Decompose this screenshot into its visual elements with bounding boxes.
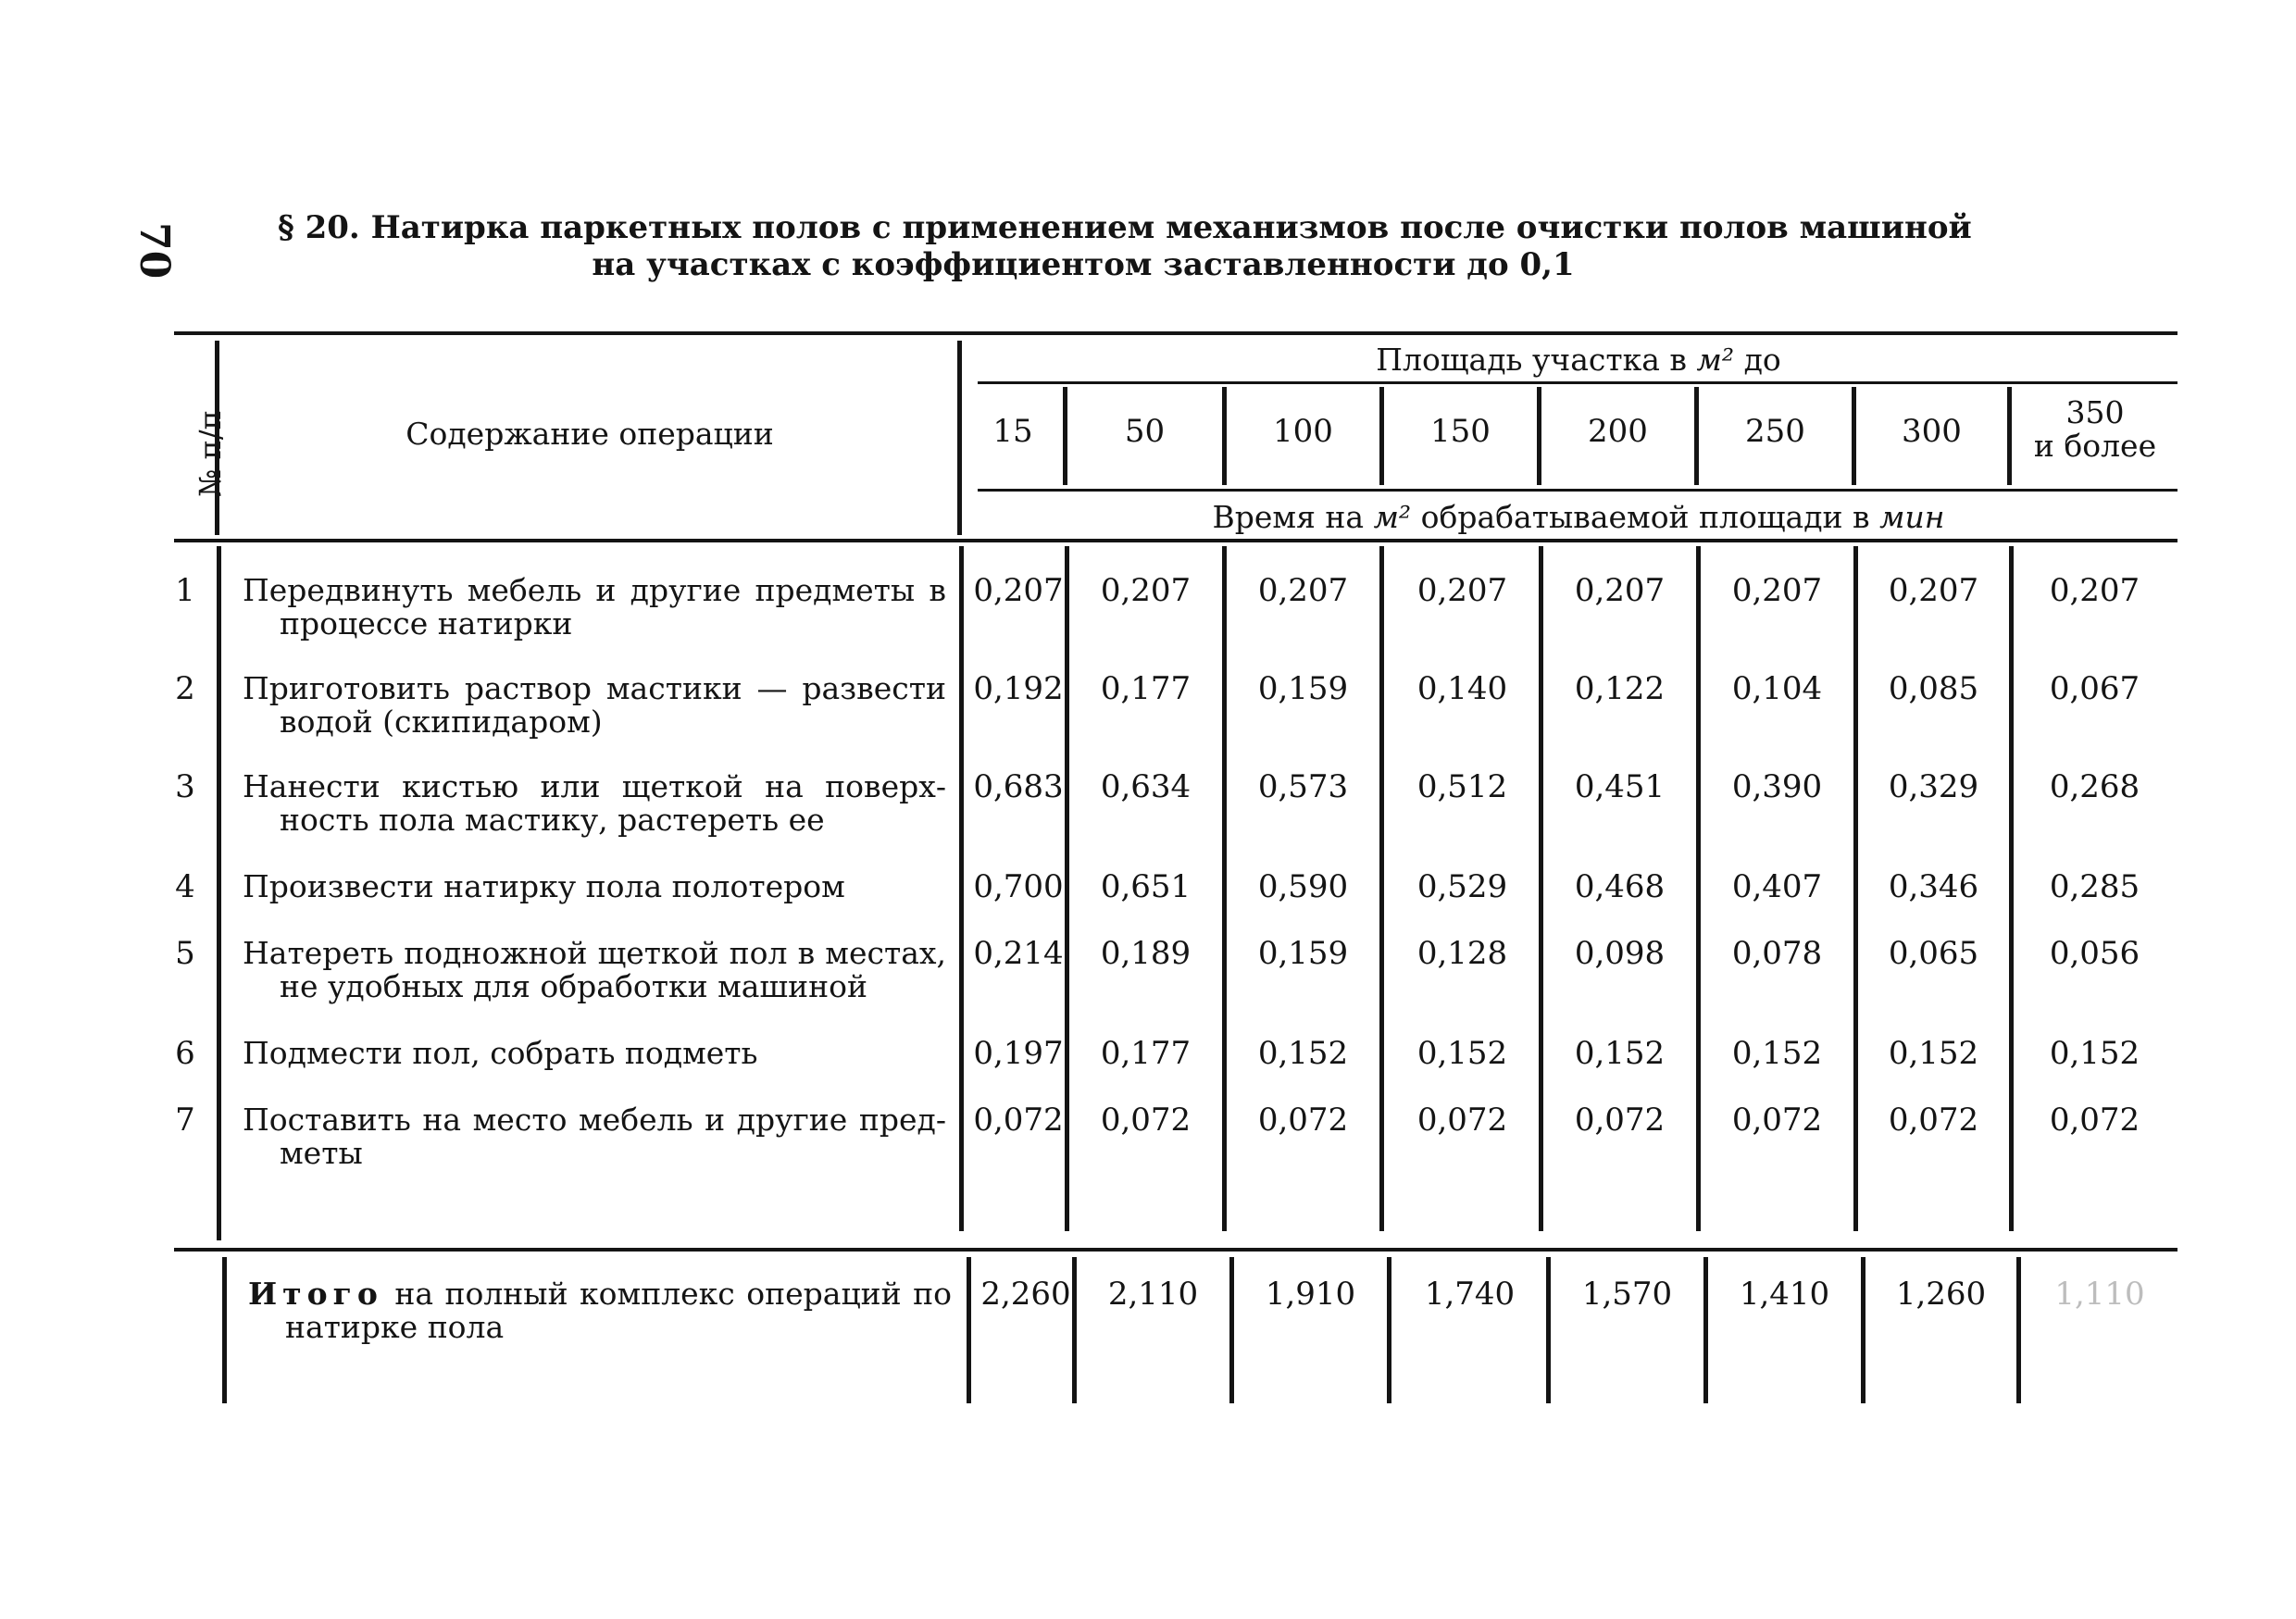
row-3-val-250: 0,390 bbox=[1731, 768, 1823, 805]
total-val-50: 2,110 bbox=[1107, 1276, 1199, 1313]
area-header-rule bbox=[978, 381, 2177, 384]
time-header: Время на м² обрабатываемой площади в мин bbox=[1212, 499, 1945, 535]
total-val-100: 1,910 bbox=[1265, 1276, 1356, 1313]
col-header-and-more: и более bbox=[2033, 428, 2157, 464]
row-7-val-200: 0,072 bbox=[1574, 1102, 1666, 1139]
row-5-val-350: 0,056 bbox=[2049, 935, 2140, 972]
row-1-val-300: 0,207 bbox=[1888, 572, 1979, 609]
total-vline-col3 bbox=[1387, 1257, 1391, 1403]
row-3-val-300: 0,329 bbox=[1888, 768, 1979, 805]
total-row-label: Итого на полный комплекс операций по натирке пола bbox=[248, 1276, 952, 1345]
row-6-operation: Подмести пол, собрать подметь bbox=[243, 1035, 758, 1071]
row-7-number: 7 bbox=[175, 1102, 195, 1139]
total-val-250: 1,410 bbox=[1739, 1276, 1830, 1313]
area-header: Площадь участка в м² до bbox=[1376, 342, 1781, 378]
row-6-val-100: 0,152 bbox=[1257, 1035, 1349, 1072]
row-6-val-350: 0,152 bbox=[2049, 1035, 2140, 1072]
row-6-val-200: 0,152 bbox=[1574, 1035, 1666, 1072]
row-4-val-350: 0,285 bbox=[2049, 868, 2140, 905]
row-6-val-250: 0,152 bbox=[1731, 1035, 1823, 1072]
col-header-50: 50 bbox=[1124, 413, 1166, 450]
row-4-val-50: 0,651 bbox=[1100, 868, 1192, 905]
row-5-val-50: 0,189 bbox=[1100, 935, 1192, 972]
total-vline-num bbox=[222, 1257, 227, 1403]
body-vline-op bbox=[959, 546, 964, 1231]
col-header-300: 300 bbox=[1902, 413, 1962, 450]
row-2-val-300: 0,085 bbox=[1888, 670, 1979, 707]
row-3-val-50: 0,634 bbox=[1100, 768, 1192, 805]
row-3-val-15: 0,683 bbox=[973, 768, 1064, 805]
row-3-val-150: 0,512 bbox=[1416, 768, 1508, 805]
row-1-number: 1 bbox=[175, 572, 195, 609]
row-7-val-150: 0,072 bbox=[1416, 1102, 1508, 1139]
row-7-val-250: 0,072 bbox=[1731, 1102, 1823, 1139]
header-vline-op bbox=[957, 341, 962, 535]
header-bottom-rule bbox=[174, 539, 2177, 542]
col-header-15: 15 bbox=[992, 413, 1033, 450]
row-4-val-150: 0,529 bbox=[1416, 868, 1508, 905]
page-number: 70 bbox=[131, 222, 178, 280]
row-2-val-200: 0,122 bbox=[1574, 670, 1666, 707]
row-2-val-100: 0,159 bbox=[1257, 670, 1349, 707]
row-1-val-200: 0,207 bbox=[1574, 572, 1666, 609]
total-val-150: 1,740 bbox=[1424, 1276, 1516, 1313]
body-vline-col3 bbox=[1379, 546, 1384, 1231]
row-5-operation: Натереть подножной щеткой пол в местах, не удобных для обработки машиной bbox=[243, 935, 946, 1004]
total-vline-op bbox=[967, 1257, 971, 1403]
row-5-val-100: 0,159 bbox=[1257, 935, 1349, 972]
row-5-val-200: 0,098 bbox=[1574, 935, 1666, 972]
col-header-200: 200 bbox=[1588, 413, 1648, 450]
row-2-val-150: 0,140 bbox=[1416, 670, 1508, 707]
col-header-250: 250 bbox=[1745, 413, 1805, 450]
row-5-val-150: 0,128 bbox=[1416, 935, 1508, 972]
total-val-350: 1,110 bbox=[2054, 1276, 2145, 1313]
row-4-val-100: 0,590 bbox=[1257, 868, 1349, 905]
row-6-number: 6 bbox=[175, 1035, 195, 1072]
row-5-number: 5 bbox=[175, 935, 195, 972]
row-1-val-15: 0,207 bbox=[973, 572, 1064, 609]
row-7-val-300: 0,072 bbox=[1888, 1102, 1979, 1139]
row-7-val-15: 0,072 bbox=[973, 1102, 1064, 1139]
total-top-rule bbox=[174, 1248, 2177, 1252]
row-5-val-15: 0,214 bbox=[973, 935, 1064, 972]
row-4-number: 4 bbox=[175, 868, 195, 905]
row-3-val-100: 0,573 bbox=[1257, 768, 1349, 805]
row-1-operation: Передвинуть мебель и другие предметы в процессе натирки bbox=[243, 572, 946, 641]
row-6-val-300: 0,152 bbox=[1888, 1035, 1979, 1072]
row-3-operation: Нанести кистью или щеткой на поверх- ность пола мастику, растереть ее bbox=[243, 768, 946, 838]
row-1-val-100: 0,207 bbox=[1257, 572, 1349, 609]
row-7-val-350: 0,072 bbox=[2049, 1102, 2140, 1139]
body-vline-num bbox=[217, 546, 221, 1240]
total-val-15: 2,260 bbox=[980, 1276, 1071, 1313]
col-header-350: 350 bbox=[2065, 394, 2125, 430]
col-header-350-more bbox=[2012, 396, 2178, 463]
row-4-val-250: 0,407 bbox=[1731, 868, 1823, 905]
row-2-number: 2 bbox=[175, 670, 195, 707]
title-line-2: на участках с коэффициентом заставленности до 0,1 bbox=[592, 246, 1575, 283]
row-2-val-250: 0,104 bbox=[1731, 670, 1823, 707]
row-5-val-250: 0,078 bbox=[1731, 935, 1823, 972]
col-header-150: 150 bbox=[1430, 413, 1491, 450]
row-7-operation: Поставить на место мебель и другие пред- меты bbox=[243, 1102, 946, 1171]
columns-rule bbox=[978, 489, 2177, 492]
row-3-val-200: 0,451 bbox=[1574, 768, 1666, 805]
row-4-val-200: 0,468 bbox=[1574, 868, 1666, 905]
row-1-val-250: 0,207 bbox=[1731, 572, 1823, 609]
operation-column-header: Содержание операции bbox=[406, 416, 774, 452]
row-2-val-50: 0,177 bbox=[1100, 670, 1192, 707]
num-column-header: № п/п bbox=[193, 410, 228, 497]
row-4-val-15: 0,700 bbox=[973, 868, 1064, 905]
total-val-200: 1,570 bbox=[1581, 1276, 1673, 1313]
total-val-300: 1,260 bbox=[1895, 1276, 1987, 1313]
row-6-val-50: 0,177 bbox=[1100, 1035, 1192, 1072]
row-2-val-15: 0,192 bbox=[973, 670, 1064, 707]
row-7-val-100: 0,072 bbox=[1257, 1102, 1349, 1139]
table-top-rule bbox=[174, 331, 2177, 335]
row-3-number: 3 bbox=[175, 768, 195, 805]
row-4-val-300: 0,346 bbox=[1888, 868, 1979, 905]
row-2-val-350: 0,067 bbox=[2049, 670, 2140, 707]
row-6-val-15: 0,197 bbox=[973, 1035, 1064, 1072]
row-6-val-150: 0,152 bbox=[1416, 1035, 1508, 1072]
row-1-val-150: 0,207 bbox=[1416, 572, 1508, 609]
row-7-val-50: 0,072 bbox=[1100, 1102, 1192, 1139]
row-2-operation: Приготовить раствор мастики — развести водой (скипидаром) bbox=[243, 670, 946, 740]
row-1-val-50: 0,207 bbox=[1100, 572, 1192, 609]
row-4-operation: Произвести натирку пола полотером bbox=[243, 868, 845, 904]
row-1-val-350: 0,207 bbox=[2049, 572, 2140, 609]
row-5-val-300: 0,065 bbox=[1888, 935, 1979, 972]
col-header-100: 100 bbox=[1273, 413, 1333, 450]
row-3-val-350: 0,268 bbox=[2049, 768, 2140, 805]
title-line-1: § 20. Натирка паркетных полов с применением механизмов после очистки полов машиной bbox=[278, 209, 1972, 246]
